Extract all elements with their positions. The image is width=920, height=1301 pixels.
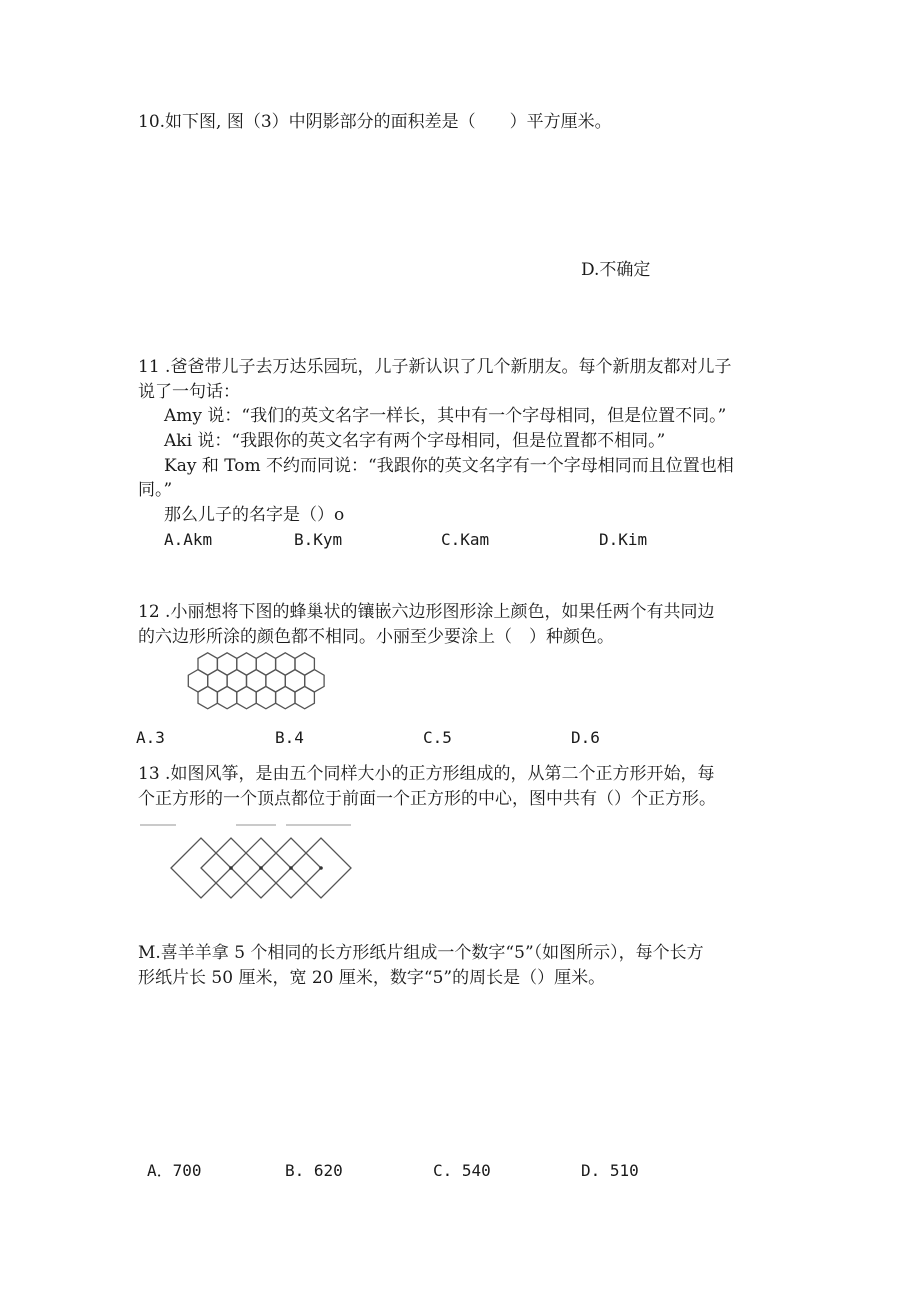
- q11-question: 那么儿子的名字是（）o: [164, 505, 345, 525]
- square-center-dot: [229, 866, 233, 870]
- q10-option-d: D.不确定: [581, 260, 651, 280]
- q11-amy-statement: Amy 说：“我们的英文名字一样长，其中有一个字母相同，但是位置不同。”: [164, 406, 727, 426]
- q10-stem: 10.如下图, 图（3）中阴影部分的面积差是（ ）平方厘米。: [138, 112, 612, 132]
- q14-option-a: A．700: [147, 1161, 202, 1180]
- q14-line-1: M.喜羊羊拿 5 个相同的长方形纸片组成一个数字“5”（如图所示），每个长方: [138, 943, 704, 963]
- hexagon-cell: [295, 686, 314, 708]
- q11-option-d: D.Kim: [599, 530, 648, 549]
- q11-option-a: A.Akm: [164, 530, 213, 549]
- square-center-dot: [259, 866, 263, 870]
- q14-option-b: B. 620: [285, 1161, 343, 1180]
- hexagon-cell: [276, 686, 295, 708]
- q11-kay-tom-statement-1: Kay 和 Tom 不约而同说：“我跟你的英文名字有一个字母相同而且位置也相: [164, 456, 734, 476]
- hexagon-cell: [198, 686, 217, 708]
- q12-line-1: 12 .小丽想将下图的蜂巢状的镶嵌六边形图形涂上颜色，如果任两个有共同边: [138, 602, 715, 622]
- hexagon-honeycomb-figure: [188, 652, 328, 724]
- q12-option-b: B.4: [275, 728, 304, 747]
- square-center-dot: [289, 866, 293, 870]
- q12-option-a: A.3: [136, 728, 165, 747]
- q14-option-c: C. 540: [433, 1161, 491, 1180]
- q11-line-1: 11 .爸爸带儿子去万达乐园玩，儿子新认识了几个新朋友。每个新朋友都对儿子: [138, 357, 732, 377]
- hexagon-cell: [237, 686, 256, 708]
- q11-kay-tom-statement-2: 同。”: [138, 480, 173, 500]
- hexagon-cell: [217, 686, 236, 708]
- hexagon-cell: [256, 686, 275, 708]
- square-center-dot: [319, 866, 323, 870]
- q11-option-b: B.Kym: [294, 530, 343, 549]
- q12-option-c: C.5: [423, 728, 452, 747]
- q13-line-1: 13 .如图风筝，是由五个同样大小的正方形组成的，从第二个正方形开始，每: [138, 764, 715, 784]
- q11-aki-statement: Aki 说：“我跟你的英文名字有两个字母相同，但是位置都不相同。”: [164, 431, 666, 451]
- q14-line-2: 形纸片长 50 厘米，宽 20 厘米，数字“5”的周长是（）厘米。: [138, 968, 606, 988]
- q11-option-c: C.Kam: [441, 530, 490, 549]
- q11-line-2: 说了一句话：: [138, 382, 240, 402]
- kite-squares-figure: [136, 822, 366, 912]
- q12-option-d: D.6: [571, 728, 600, 747]
- q12-line-2: 的六边形所涂的颜色都不相同。小丽至少要涂上（ ）种颜色。: [138, 627, 614, 647]
- q14-option-d: D. 510: [581, 1161, 639, 1180]
- q13-line-2: 个正方形的一个顶点都位于前面一个正方形的中心，图中共有（）个正方形。: [138, 789, 716, 809]
